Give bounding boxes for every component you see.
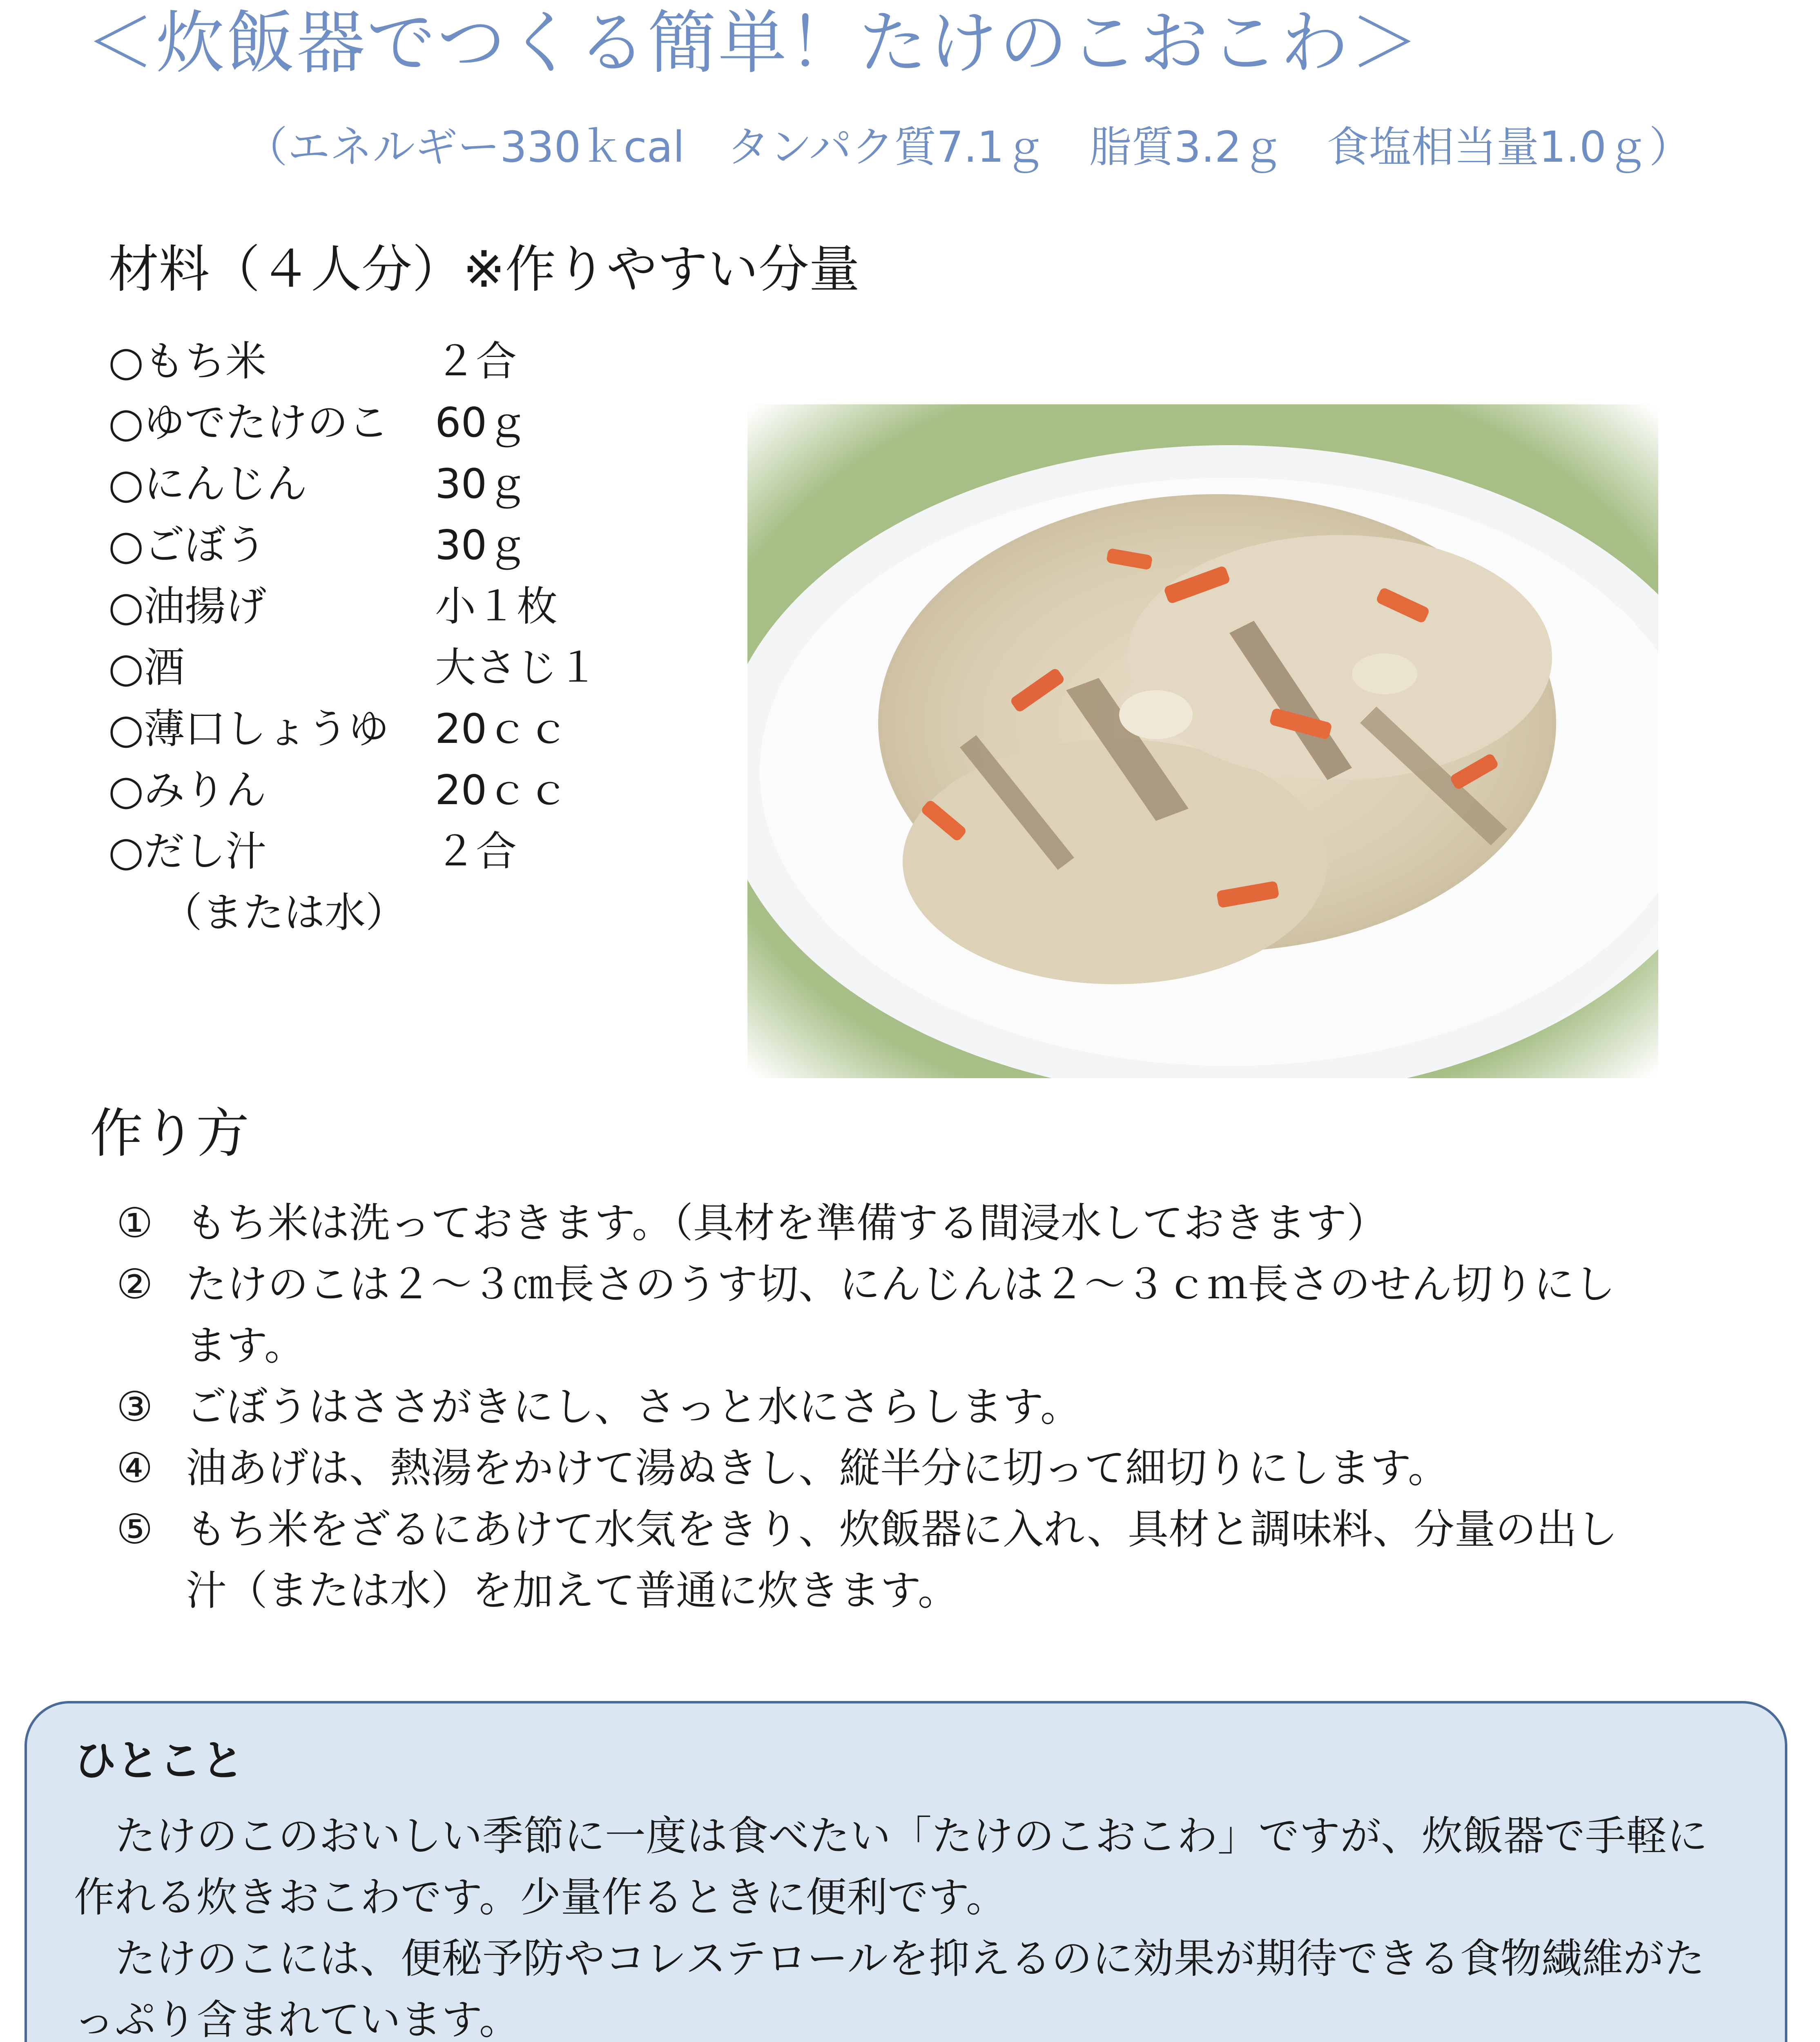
ingredient-name: ○油揚げ bbox=[108, 582, 267, 630]
okowa-photo bbox=[747, 404, 1658, 1078]
step-item bbox=[116, 1193, 1668, 1254]
ingredient-quantity: 20ｃｃ bbox=[435, 766, 569, 814]
step-number: ③ bbox=[116, 1383, 153, 1431]
step-item bbox=[116, 1376, 1668, 1438]
memo-line: 作れる炊きおこわです。少量作るときに便利です。 bbox=[74, 1873, 1007, 1921]
ingredient-name: ○みりん bbox=[108, 766, 267, 814]
nutrition-info: （エネルギー330ｋcal タンパク質7.1ｇ 脂質3.2ｇ 食塩相当量1.0ｇ） bbox=[245, 122, 1692, 172]
ingredient-quantity: ２合 bbox=[435, 337, 517, 385]
step-item bbox=[116, 1438, 1668, 1499]
ingredient-row bbox=[108, 698, 639, 760]
memo-title: ひとこと bbox=[74, 1736, 244, 1786]
ingredient-row bbox=[108, 637, 639, 698]
step-text: もち米は洗っておきます。（具材を準備する間浸水しておきます） bbox=[186, 1199, 1387, 1247]
page-title: ＜炊飯器でつくる簡単！たけのこおこわ＞ bbox=[86, 3, 1421, 83]
step-number: ④ bbox=[116, 1444, 153, 1492]
ingredient-note: （または水） bbox=[161, 889, 406, 936]
ingredient-row bbox=[108, 821, 639, 882]
step-number: ① bbox=[116, 1199, 153, 1247]
okowa-photo-illustration bbox=[747, 404, 1658, 1078]
ingredients-heading: 材料（４人分）※作りやすい分量 bbox=[108, 240, 860, 299]
ingredient-name: ○もち米 bbox=[108, 337, 267, 385]
step-item bbox=[116, 1499, 1668, 1621]
ingredient-row bbox=[108, 576, 639, 637]
step-text: もち米をざるにあけて水気をきり、炊飯器に入れ、具材と調味料、分量の出し bbox=[186, 1505, 1618, 1553]
ingredient-name: ○にんじん bbox=[108, 460, 308, 508]
memo-line: たけのこのおいしい季節に一度は食べたい「たけのこおこわ」ですが、炊飯器で手軽に bbox=[74, 1812, 1708, 1860]
step-text: ごぼうはささがきにし、さっと水にさらします。 bbox=[186, 1383, 1081, 1431]
memo-line: たけのこには、便秘予防やコレステロールを抑えるのに効果が期待できる食物繊維がた bbox=[74, 1935, 1705, 1982]
ingredient-quantity: ２合 bbox=[435, 827, 517, 875]
step-text: 汁（または水）を加えて普通に炊きます。 bbox=[186, 1567, 959, 1614]
step-text: 油あげは、熱湯をかけて湯ぬきし、縦半分に切って細切りにします。 bbox=[186, 1444, 1449, 1492]
ingredient-row bbox=[108, 392, 639, 453]
ingredient-quantity: 20ｃｃ bbox=[435, 705, 569, 753]
step-number: ⑤ bbox=[116, 1505, 153, 1553]
ingredients-list bbox=[108, 331, 639, 943]
method-steps bbox=[116, 1193, 1668, 1621]
method-heading: 作り方 bbox=[90, 1102, 250, 1164]
ingredient-name: ○薄口しょうゆ bbox=[108, 705, 389, 753]
memo-line: っぷり含まれています。 bbox=[74, 1996, 520, 2042]
ingredient-row bbox=[108, 760, 639, 821]
ingredient-name: ○だし汁 bbox=[108, 827, 267, 875]
step-item bbox=[116, 1254, 1668, 1376]
ingredient-row bbox=[108, 515, 639, 576]
memo-box bbox=[25, 1701, 1787, 2042]
ingredient-quantity: 小１枚 bbox=[435, 582, 558, 630]
step-number: ② bbox=[116, 1260, 153, 1308]
ingredient-quantity: 30ｇ bbox=[435, 521, 528, 569]
ingredient-name: ○ゆでたけのこ bbox=[108, 399, 389, 446]
ingredient-name: ○酒 bbox=[108, 644, 185, 691]
step-text: ます。 bbox=[186, 1322, 305, 1369]
ingredient-quantity: 60ｇ bbox=[435, 399, 528, 446]
step-text: たけのこは２～３㎝長さのうす切、にんじんは２～３ｃｍ長さのせん切りにし bbox=[186, 1260, 1615, 1308]
ingredient-row bbox=[108, 453, 639, 515]
memo-body bbox=[74, 1806, 1749, 2042]
ingredient-row bbox=[108, 331, 639, 392]
ingredient-quantity: 30ｇ bbox=[435, 460, 528, 508]
ingredient-quantity: 大さじ１ bbox=[435, 644, 598, 691]
ingredient-name: ○ごぼう bbox=[108, 521, 267, 569]
